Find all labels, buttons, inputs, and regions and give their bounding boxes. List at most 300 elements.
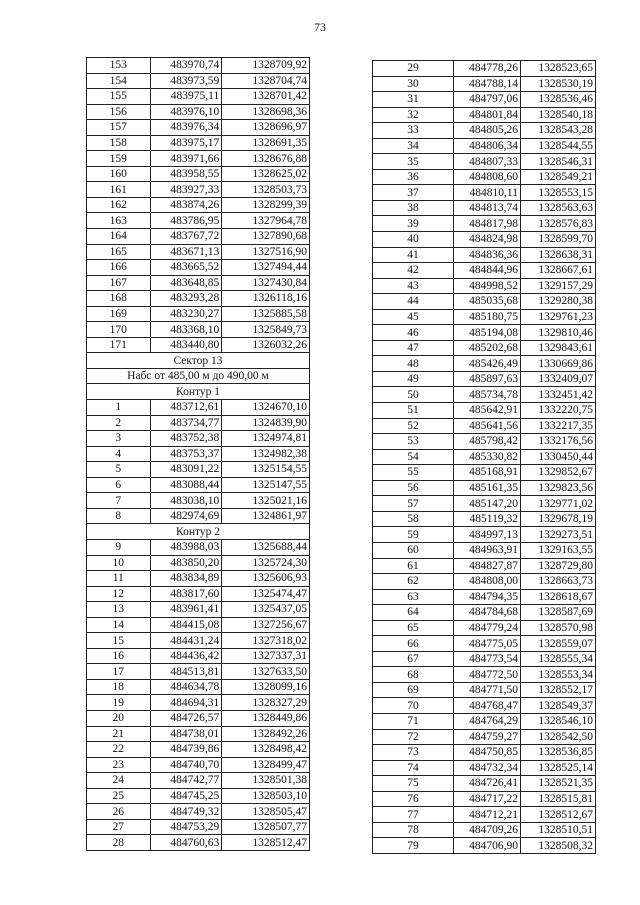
- coordinate-y: 1328701,42: [222, 89, 310, 105]
- section-header-row: [87, 384, 310, 400]
- coordinate-x: 484732,34: [454, 760, 521, 776]
- point-number: 171: [87, 337, 151, 353]
- coordinate-x: 483088,44: [150, 477, 222, 493]
- point-number: 26: [87, 804, 151, 820]
- coordinate-y: 1328698,36: [222, 104, 310, 120]
- coordinate-y: 1328498,42: [222, 742, 310, 758]
- coordinate-x: 483874,26: [150, 197, 222, 213]
- point-number: 18: [87, 679, 151, 695]
- coordinate-x: 484778,26: [454, 61, 521, 77]
- table-row: [373, 387, 596, 403]
- point-number: 46: [373, 325, 454, 341]
- coordinate-y: 1328521,35: [521, 776, 596, 792]
- coordinate-y: 1328099,16: [222, 679, 310, 695]
- coordinate-y: 1328544,55: [521, 138, 596, 154]
- coordinate-x: 484844,96: [454, 263, 521, 279]
- table-row: [373, 247, 596, 263]
- coordinate-y: 1328570,98: [521, 620, 596, 636]
- coordinate-x: 483975,11: [150, 89, 222, 105]
- coordinate-x: 484745,25: [150, 788, 222, 804]
- point-number: 57: [373, 496, 454, 512]
- coordinate-y: 1325606,93: [222, 571, 310, 587]
- coordinate-x: 485161,35: [454, 480, 521, 496]
- table-row: [87, 695, 310, 711]
- point-number: 79: [373, 838, 454, 854]
- coordinate-y: 1328512,67: [521, 807, 596, 823]
- coordinate-x: 484749,32: [150, 804, 222, 820]
- table-row: [87, 322, 310, 338]
- table-row: [87, 291, 310, 307]
- coordinate-x: 485147,20: [454, 496, 521, 512]
- section-header-row: [87, 368, 310, 384]
- table-row: [87, 835, 310, 851]
- table-row: [87, 275, 310, 291]
- point-number: 59: [373, 527, 454, 543]
- table-row: [373, 278, 596, 294]
- point-number: 61: [373, 558, 454, 574]
- coordinate-x: 484775,05: [454, 636, 521, 652]
- point-number: 21: [87, 726, 151, 742]
- coordinate-x: 483834,89: [150, 571, 222, 587]
- coordinate-y: 1328449,86: [222, 710, 310, 726]
- point-number: 45: [373, 309, 454, 325]
- table-row: [87, 244, 310, 260]
- point-number: 170: [87, 322, 151, 338]
- table-row: [373, 713, 596, 729]
- coordinate-y: 1327890,68: [222, 229, 310, 245]
- point-number: 51: [373, 403, 454, 419]
- table-row: [87, 633, 310, 649]
- coordinate-y: 1327318,02: [222, 633, 310, 649]
- coordinate-y: 1332451,42: [521, 387, 596, 403]
- coordinate-y: 1328512,47: [222, 835, 310, 851]
- table-row: [87, 151, 310, 167]
- coordinate-x: 484817,98: [454, 216, 521, 232]
- coordinate-x: 484771,50: [454, 682, 521, 698]
- coordinate-x: 483440,80: [150, 337, 222, 353]
- coordinate-x: 483665,52: [150, 260, 222, 276]
- table-row: [373, 356, 596, 372]
- point-number: 160: [87, 166, 151, 182]
- coordinate-y: 1325154,55: [222, 462, 310, 478]
- point-number: 163: [87, 213, 151, 229]
- table-row: [373, 667, 596, 683]
- coordinate-x: 484694,31: [150, 695, 222, 711]
- point-number: 10: [87, 555, 151, 571]
- point-number: 11: [87, 571, 151, 587]
- point-number: 54: [373, 449, 454, 465]
- table-row: [87, 229, 310, 245]
- table-row: [87, 120, 310, 136]
- coordinate-y: 1325437,05: [222, 602, 310, 618]
- table-row: [373, 838, 596, 854]
- point-number: 4: [87, 446, 151, 462]
- coordinate-x: 484431,24: [150, 633, 222, 649]
- coordinate-y: 1328543,28: [521, 123, 596, 139]
- point-number: 65: [373, 620, 454, 636]
- coordinate-x: 483368,10: [150, 322, 222, 338]
- coordinate-y: 1324839,90: [222, 415, 310, 431]
- point-number: 62: [373, 574, 454, 590]
- point-number: 71: [373, 713, 454, 729]
- point-number: 72: [373, 729, 454, 745]
- table-row: [87, 135, 310, 151]
- point-number: 14: [87, 617, 151, 633]
- point-number: 23: [87, 757, 151, 773]
- coordinate-y: 1328523,65: [521, 61, 596, 77]
- coordinate-y: 1328553,34: [521, 667, 596, 683]
- point-number: 2: [87, 415, 151, 431]
- point-number: 77: [373, 807, 454, 823]
- point-number: 156: [87, 104, 151, 120]
- coordinate-x: 484824,98: [454, 232, 521, 248]
- point-number: 69: [373, 682, 454, 698]
- table-row: [87, 431, 310, 447]
- coordinate-x: 484805,26: [454, 123, 521, 139]
- coordinate-y: 1332217,35: [521, 418, 596, 434]
- table-row: [373, 651, 596, 667]
- coordinate-x: 484801,84: [454, 107, 521, 123]
- table-row: [373, 138, 596, 154]
- coordinate-x: 483961,41: [150, 602, 222, 618]
- point-number: 157: [87, 120, 151, 136]
- table-row: [373, 371, 596, 387]
- coordinate-y: 1330450,44: [521, 449, 596, 465]
- table-row: [87, 539, 310, 555]
- coordinate-x: 483712,61: [150, 400, 222, 416]
- coordinate-y: 1325724,30: [222, 555, 310, 571]
- point-number: 36: [373, 169, 454, 185]
- table-row: [87, 462, 310, 478]
- coordinate-y: 1328599,70: [521, 232, 596, 248]
- point-number: 158: [87, 135, 151, 151]
- coordinate-y: 1332220,75: [521, 403, 596, 419]
- coordinate-y: 1328501,38: [222, 773, 310, 789]
- table-row: [87, 104, 310, 120]
- coordinate-y: 1327256,67: [222, 617, 310, 633]
- coordinate-y: 1328327,29: [222, 695, 310, 711]
- coordinate-x: 484836,36: [454, 247, 521, 263]
- coordinate-x: 484750,85: [454, 745, 521, 761]
- table-row: [373, 263, 596, 279]
- coordinate-x: 484772,50: [454, 667, 521, 683]
- coordinate-x: 484768,47: [454, 698, 521, 714]
- table-row: [373, 76, 596, 92]
- table-row: [87, 742, 310, 758]
- table-row: [87, 306, 310, 322]
- right-coordinates-table: [372, 60, 596, 854]
- coordinate-y: 1327430,84: [222, 275, 310, 291]
- point-number: 28: [87, 835, 151, 851]
- section-header: Контур 2: [87, 524, 310, 540]
- coordinate-x: 483038,10: [150, 493, 222, 509]
- table-row: [87, 586, 310, 602]
- point-number: 6: [87, 477, 151, 493]
- table-row: [87, 664, 310, 680]
- point-number: 41: [373, 247, 454, 263]
- coordinate-x: 484706,90: [454, 838, 521, 854]
- coordinate-y: 1328530,19: [521, 76, 596, 92]
- coordinate-x: 484740,70: [150, 757, 222, 773]
- coordinate-y: 1324974,81: [222, 431, 310, 447]
- coordinate-y: 1329823,56: [521, 480, 596, 496]
- coordinate-x: 485641,56: [454, 418, 521, 434]
- coordinate-y: 1328299,39: [222, 197, 310, 213]
- point-number: 161: [87, 182, 151, 198]
- left-coordinates-table: [86, 57, 310, 851]
- table-row: [373, 92, 596, 108]
- table-row: [373, 822, 596, 838]
- page-number: 73: [314, 20, 326, 34]
- coordinate-x: 483817,60: [150, 586, 222, 602]
- point-number: 75: [373, 776, 454, 792]
- coordinate-y: 1325885,58: [222, 306, 310, 322]
- point-number: 24: [87, 773, 151, 789]
- coordinate-x: 483927,33: [150, 182, 222, 198]
- point-number: 66: [373, 636, 454, 652]
- coordinate-y: 1328549,21: [521, 169, 596, 185]
- table-row: [373, 325, 596, 341]
- table-row: [373, 729, 596, 745]
- point-number: 50: [373, 387, 454, 403]
- coordinate-y: 1328704,74: [222, 73, 310, 89]
- coordinate-y: 1328676,88: [222, 151, 310, 167]
- table-row: [87, 260, 310, 276]
- coordinate-x: 483091,22: [150, 462, 222, 478]
- coordinate-x: 484738,01: [150, 726, 222, 742]
- point-number: 27: [87, 819, 151, 835]
- coordinate-x: 483293,28: [150, 291, 222, 307]
- table-row: [373, 418, 596, 434]
- table-row: [373, 760, 596, 776]
- table-row: [87, 679, 310, 695]
- coordinate-x: 483230,27: [150, 306, 222, 322]
- coordinate-x: 484742,77: [150, 773, 222, 789]
- coordinate-y: 1327516,90: [222, 244, 310, 260]
- point-number: 34: [373, 138, 454, 154]
- point-number: 19: [87, 695, 151, 711]
- coordinate-x: 485426,49: [454, 356, 521, 372]
- point-number: 165: [87, 244, 151, 260]
- coordinate-x: 483971,66: [150, 151, 222, 167]
- coordinate-y: 1326032,26: [222, 337, 310, 353]
- point-number: 32: [373, 107, 454, 123]
- point-number: 167: [87, 275, 151, 291]
- coordinate-x: 483976,10: [150, 104, 222, 120]
- table-row: [87, 400, 310, 416]
- coordinate-y: 1328553,15: [521, 185, 596, 201]
- coordinate-x: 484436,42: [150, 648, 222, 664]
- point-number: 159: [87, 151, 151, 167]
- coordinate-y: 1328546,31: [521, 154, 596, 170]
- point-number: 64: [373, 605, 454, 621]
- coordinate-x: 484759,27: [454, 729, 521, 745]
- coordinate-y: 1325021,16: [222, 493, 310, 509]
- coordinate-x: 484797,06: [454, 92, 521, 108]
- coordinate-x: 484712,21: [454, 807, 521, 823]
- table-row: [87, 213, 310, 229]
- point-number: 153: [87, 58, 151, 74]
- coordinate-y: 1328546,10: [521, 713, 596, 729]
- coordinate-y: 1328587,69: [521, 605, 596, 621]
- coordinate-y: 1328563,63: [521, 200, 596, 216]
- table-row: [87, 477, 310, 493]
- coordinate-y: 1328508,32: [521, 838, 596, 854]
- table-row: [373, 558, 596, 574]
- coordinate-y: 1327337,31: [222, 648, 310, 664]
- coordinate-x: 485897,63: [454, 371, 521, 387]
- point-number: 30: [373, 76, 454, 92]
- coordinate-x: 483973,59: [150, 73, 222, 89]
- section-header-row: [87, 524, 310, 540]
- table-row: [373, 232, 596, 248]
- section-header-row: [87, 353, 310, 369]
- table-row: [373, 61, 596, 77]
- table-row: [373, 403, 596, 419]
- table-row: [87, 726, 310, 742]
- point-number: 154: [87, 73, 151, 89]
- point-number: 68: [373, 667, 454, 683]
- table-row: [373, 636, 596, 652]
- table-row: [87, 602, 310, 618]
- table-row: [87, 508, 310, 524]
- coordinate-x: 485202,68: [454, 340, 521, 356]
- coordinate-y: 1329771,02: [521, 496, 596, 512]
- point-number: 60: [373, 542, 454, 558]
- coordinate-x: 484813,74: [454, 200, 521, 216]
- coordinate-x: 485642,91: [454, 403, 521, 419]
- coordinate-x: 485035,68: [454, 294, 521, 310]
- point-number: 73: [373, 745, 454, 761]
- point-number: 22: [87, 742, 151, 758]
- coordinate-y: 1328691,35: [222, 135, 310, 151]
- point-number: 7: [87, 493, 151, 509]
- coordinate-y: 1324982,38: [222, 446, 310, 462]
- coordinate-y: 1329843,61: [521, 340, 596, 356]
- coordinate-x: 483648,85: [150, 275, 222, 291]
- table-row: [87, 415, 310, 431]
- table-row: [373, 807, 596, 823]
- coordinate-x: 484513,81: [150, 664, 222, 680]
- table-row: [373, 169, 596, 185]
- coordinate-x: 483850,20: [150, 555, 222, 571]
- coordinate-y: 1328552,17: [521, 682, 596, 698]
- coordinate-y: 1325688,44: [222, 539, 310, 555]
- coordinate-y: 1328507,77: [222, 819, 310, 835]
- table-row: [87, 446, 310, 462]
- coordinate-y: 1328525,14: [521, 760, 596, 776]
- coordinate-x: 484807,33: [454, 154, 521, 170]
- point-number: 44: [373, 294, 454, 310]
- coordinate-y: 1329678,19: [521, 511, 596, 527]
- coordinate-x: 484784,68: [454, 605, 521, 621]
- coordinate-y: 1327964,78: [222, 213, 310, 229]
- coordinate-x: 483970,74: [150, 58, 222, 74]
- coordinate-y: 1328618,67: [521, 589, 596, 605]
- table-row: [373, 200, 596, 216]
- table-row: [87, 757, 310, 773]
- coordinate-y: 1328555,34: [521, 651, 596, 667]
- table-row: [373, 589, 596, 605]
- coordinate-x: 484753,29: [150, 819, 222, 835]
- coordinate-x: 484827,87: [454, 558, 521, 574]
- coordinate-x: 483975,17: [150, 135, 222, 151]
- table-row: [373, 527, 596, 543]
- coordinate-x: 485798,42: [454, 434, 521, 450]
- coordinate-x: 484963,91: [454, 542, 521, 558]
- table-row: [373, 107, 596, 123]
- coordinate-x: 484794,35: [454, 589, 521, 605]
- point-number: 55: [373, 465, 454, 481]
- coordinate-y: 1328549,37: [521, 698, 596, 714]
- table-row: [373, 480, 596, 496]
- table-row: [87, 819, 310, 835]
- coordinate-x: 484997,13: [454, 527, 521, 543]
- point-number: 37: [373, 185, 454, 201]
- section-header: Контур 1: [87, 384, 310, 400]
- point-number: 38: [373, 200, 454, 216]
- point-number: 78: [373, 822, 454, 838]
- section-header: Набс от 485,00 м до 490,00 м: [87, 368, 310, 384]
- coordinate-x: 483988,03: [150, 539, 222, 555]
- point-number: 56: [373, 480, 454, 496]
- coordinate-x: 484726,41: [454, 776, 521, 792]
- coordinate-y: 1327494,44: [222, 260, 310, 276]
- point-number: 33: [373, 123, 454, 139]
- point-number: 8: [87, 508, 151, 524]
- point-number: 42: [373, 263, 454, 279]
- coordinate-y: 1332409,07: [521, 371, 596, 387]
- coordinate-y: 1328536,46: [521, 92, 596, 108]
- table-row: [87, 710, 310, 726]
- table-row: [373, 154, 596, 170]
- table-row: [373, 496, 596, 512]
- table-row: [87, 773, 310, 789]
- coordinate-x: 484709,26: [454, 822, 521, 838]
- point-number: 76: [373, 791, 454, 807]
- coordinate-y: 1325147,55: [222, 477, 310, 493]
- coordinate-x: 483753,37: [150, 446, 222, 462]
- point-number: 31: [373, 92, 454, 108]
- point-number: 52: [373, 418, 454, 434]
- coordinate-y: 1330669,86: [521, 356, 596, 372]
- coordinate-x: 484739,86: [150, 742, 222, 758]
- coordinate-x: 484810,11: [454, 185, 521, 201]
- coordinate-y: 1326118,16: [222, 291, 310, 307]
- coordinate-x: 484773,54: [454, 651, 521, 667]
- table-row: [87, 89, 310, 105]
- coordinate-y: 1328503,10: [222, 788, 310, 804]
- point-number: 67: [373, 651, 454, 667]
- coordinate-x: 483734,77: [150, 415, 222, 431]
- coordinate-y: 1332176,56: [521, 434, 596, 450]
- coordinate-x: 485734,78: [454, 387, 521, 403]
- table-row: [373, 791, 596, 807]
- coordinate-y: 1329761,23: [521, 309, 596, 325]
- coordinate-y: 1328663,73: [521, 574, 596, 590]
- table-row: [373, 294, 596, 310]
- point-number: 58: [373, 511, 454, 527]
- coordinate-y: 1324670,10: [222, 400, 310, 416]
- point-number: 49: [373, 371, 454, 387]
- table-row: [87, 182, 310, 198]
- table-row: [373, 185, 596, 201]
- point-number: 17: [87, 664, 151, 680]
- point-number: 9: [87, 539, 151, 555]
- point-number: 16: [87, 648, 151, 664]
- table-row: [87, 555, 310, 571]
- table-row: [373, 216, 596, 232]
